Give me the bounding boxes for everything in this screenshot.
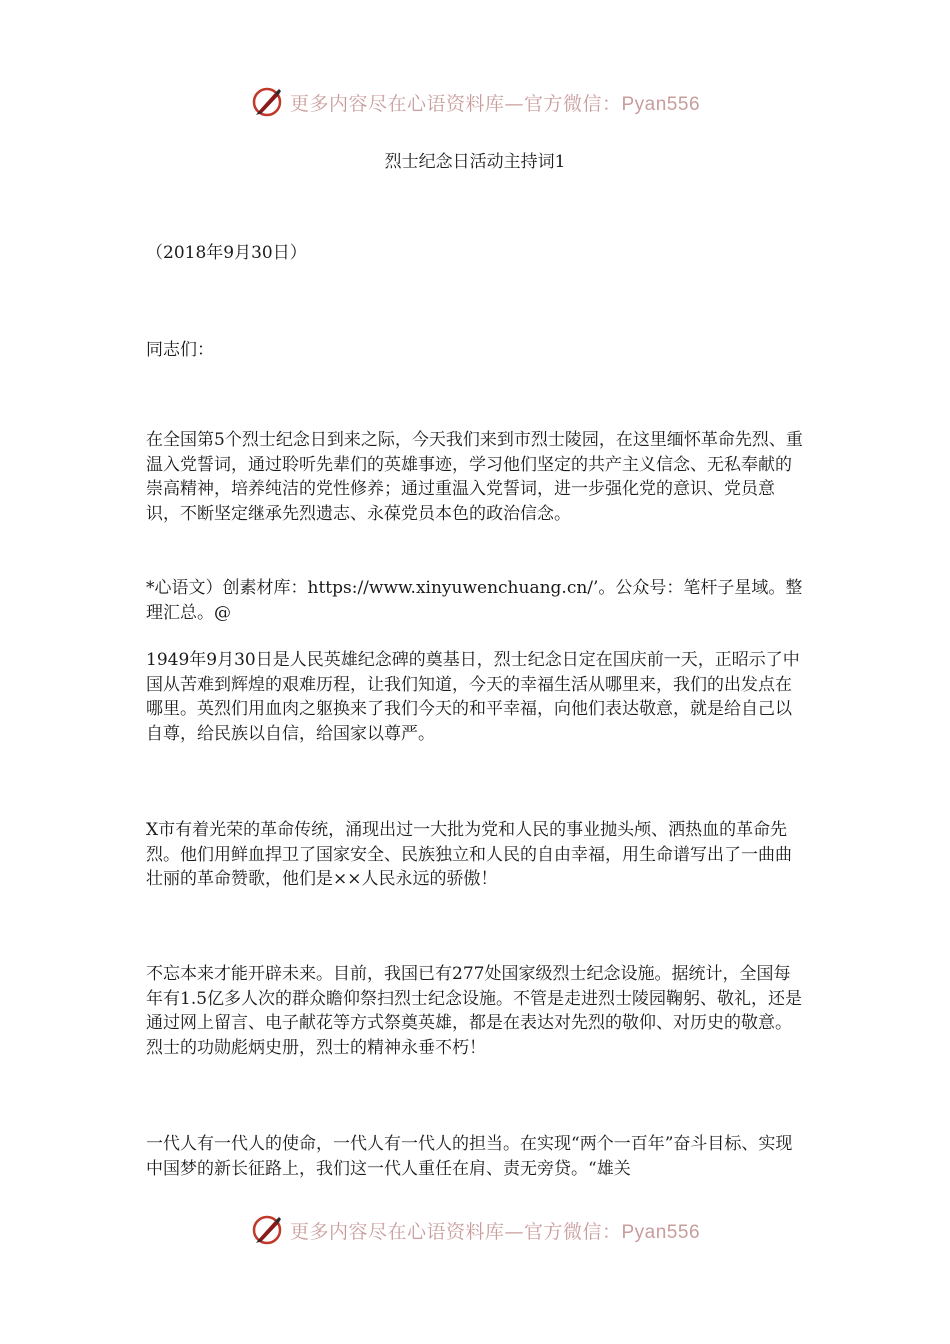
wechat-handle: Pyan556 [621, 93, 701, 115]
paragraph: 一代人有一代人的使命，一代人有一代人的担当。在实现“两个一百年”奋斗目标、实现中国梦的新长征路上，我们这一代人重任在肩、责无旁贷。“雄关 [146, 1134, 793, 1179]
paragraph: X市有着光荣的革命传统，涌现出过一大批为党和人民的事业抛头颅、洒热血的革命先烈。他们用鲜血捍卫了国家安全、民族独立和人民的自由幸福，用生命谱写出了一曲曲壮丽的革命赞歌，他们是××人民永远的骄傲！ [146, 820, 792, 889]
paragraph: 在全国第5个烈士纪念日到来之际，今天我们来到市烈士陵园，在这里缅怀革命先烈、重温入党誓词，通过聆听先辈们的英雄事迹，学习他们坚定的共产主义信念、无私奉献的崇高精神，培养纯洁的党性修养；通过重温入党誓词，进一步强化党的意识、党员意识，不断坚定继承先烈遗志、永葆党员本色的政治信念。 [146, 430, 803, 524]
greeting: 同志们： [146, 340, 214, 360]
footer-watermark [0, 1210, 950, 1250]
header-watermark [0, 82, 950, 122]
document-date: （2018年9月30日） [146, 243, 307, 263]
wechat-handle: Pyan556 [621, 1221, 701, 1243]
paragraph: 不忘本来才能开辟未来。目前，我国已有277处国家级烈士纪念设施。据统计，全国每年有1.5亿多人次的群众瞻仰祭扫烈士纪念设施。不管是走进烈士陵园鞠躬、敬礼，还是通过网上留言、电子献花等方式祭奠英雄，都是在表达对先烈的敬仰、对历史的敬意。烈士的功勋彪炳史册，烈士的精神永垂不朽！ [146, 964, 803, 1058]
watermark-text: 更多内容尽在心语资料库—官方微信：Pyan556 [289, 92, 701, 115]
watermark-text: 更多内容尽在心语资料库—官方微信：Pyan556 [289, 1220, 701, 1243]
paragraph-source-note: *心语文）创素材库：https://www.xinyuwenchuang.cn/’。公众号：笔杆子星域。整理汇总。@ [146, 578, 803, 623]
pen-logo-icon [250, 1213, 284, 1247]
pen-logo-icon [250, 85, 284, 119]
paragraph: 1949年9月30日是人民英雄纪念碑的奠基日，烈士纪念日定在国庆前一天，正昭示了中国从苦难到辉煌的艰难历程，让我们知道，今天的幸福生活从哪里来，我们的出发点在哪里。英烈们用血肉之躯换来了我们今天的和平幸福，向他们表达敬意，就是给自己以自尊，给民族以自信，给国家以尊严。 [146, 650, 800, 744]
document-title: 烈士纪念日活动主持词1 [384, 152, 566, 172]
